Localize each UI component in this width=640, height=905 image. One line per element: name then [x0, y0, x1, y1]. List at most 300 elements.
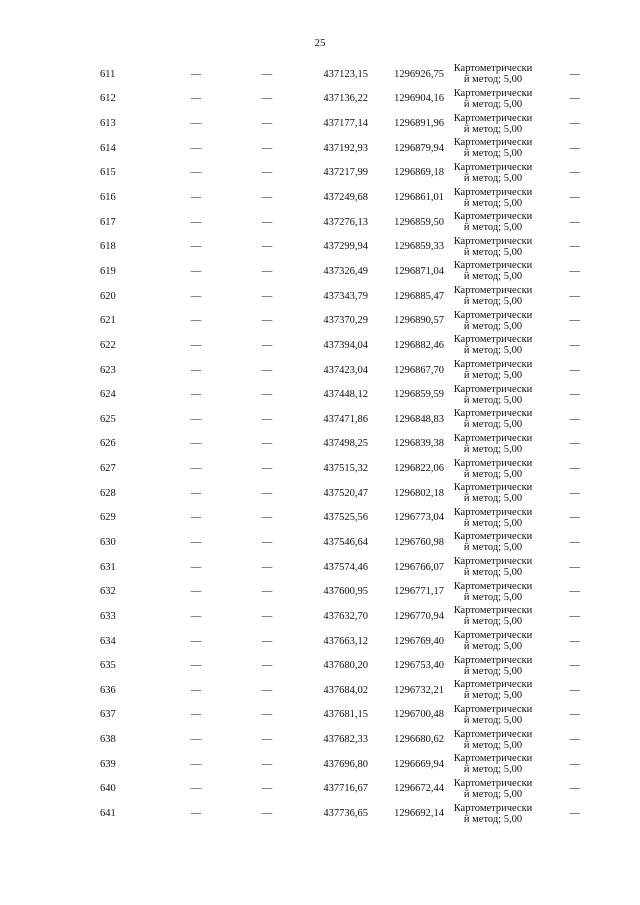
table-row: [100, 481, 580, 506]
table-row: [100, 111, 580, 136]
method-line-2: й метод; 5,00: [463, 197, 523, 209]
method-accuracy: [444, 777, 542, 802]
empty-old-y: —: [261, 389, 273, 401]
table-row: [100, 161, 580, 186]
method-accuracy: [444, 234, 542, 259]
table-row: [100, 506, 580, 531]
coordinate-x: 437525,56: [323, 512, 368, 524]
method-line-2: й метод; 5,00: [463, 419, 523, 431]
point-number: 626: [100, 438, 116, 450]
empty-old-x: —: [190, 93, 202, 105]
method-line-2: й метод; 5,00: [463, 813, 523, 825]
coordinate-x: 437123,15: [323, 68, 368, 80]
empty-description: —: [569, 635, 580, 647]
empty-old-y: —: [261, 216, 273, 228]
empty-old-y: —: [261, 660, 273, 672]
empty-old-y: —: [261, 167, 273, 179]
empty-old-x: —: [190, 315, 202, 327]
method-line-2: й метод; 5,00: [463, 222, 523, 234]
point-number: 617: [100, 216, 116, 228]
method-line-2: й метод; 5,00: [463, 517, 523, 529]
method-line-1: Картометрически: [453, 260, 533, 272]
method-line-1: Картометрически: [453, 87, 533, 99]
empty-description: —: [569, 290, 580, 302]
method-line-1: Картометрически: [453, 359, 533, 370]
empty-description: —: [569, 463, 580, 475]
coordinate-x: 437546,64: [323, 536, 368, 548]
point-number: 613: [100, 118, 116, 130]
coordinate-x: 437736,65: [323, 808, 368, 820]
method-line-2: й метод; 5,00: [463, 493, 523, 505]
empty-description: —: [569, 561, 580, 573]
empty-description: —: [569, 142, 580, 154]
coordinate-x: 437423,04: [323, 364, 368, 376]
empty-old-y: —: [261, 413, 273, 425]
method-accuracy: [444, 382, 542, 407]
method-line-2: й метод; 5,00: [463, 665, 523, 677]
coordinate-y: 1296822,06: [394, 463, 444, 475]
table-row: [100, 284, 580, 309]
empty-description: —: [569, 167, 580, 179]
coordinate-x: 437394,04: [323, 339, 368, 351]
empty-description: —: [569, 783, 580, 795]
point-number: 615: [100, 167, 116, 179]
method-line-2: й метод; 5,00: [463, 443, 523, 455]
table-row: [100, 136, 580, 161]
coordinate-x: 437370,29: [323, 315, 368, 327]
empty-old-y: —: [261, 438, 273, 450]
empty-old-x: —: [190, 265, 202, 277]
coordinate-y: 1296871,04: [394, 265, 444, 277]
method-line-2: й метод; 5,00: [463, 468, 523, 480]
table-row: [100, 456, 580, 481]
coordinate-y: 1296769,40: [394, 635, 444, 647]
coordinate-x: 437217,99: [323, 167, 368, 179]
empty-old-x: —: [190, 142, 202, 154]
table-row: [100, 358, 580, 383]
method-line-2: й метод; 5,00: [463, 641, 523, 653]
coordinate-y: 1296732,21: [394, 684, 444, 696]
coordinate-y: 1296802,18: [394, 487, 444, 499]
table-row: [100, 555, 580, 580]
coordinate-y: 1296882,46: [394, 339, 444, 351]
method-accuracy: [444, 506, 542, 531]
coordinate-y: 1296680,62: [394, 734, 444, 746]
point-number: 618: [100, 241, 116, 253]
empty-old-x: —: [190, 660, 202, 672]
method-line-2: й метод; 5,00: [463, 714, 523, 726]
point-number: 633: [100, 610, 116, 622]
coordinate-x: 437520,47: [323, 487, 368, 499]
empty-old-x: —: [190, 438, 202, 450]
empty-description: —: [569, 192, 580, 204]
empty-description: —: [569, 389, 580, 401]
empty-old-x: —: [190, 561, 202, 573]
method-line-1: Картометрически: [453, 186, 533, 198]
point-number: 621: [100, 315, 116, 327]
method-line-2: й метод; 5,00: [463, 567, 523, 579]
coordinate-y: 1296773,04: [394, 512, 444, 524]
empty-old-y: —: [261, 463, 273, 475]
coordinate-x: 437343,79: [323, 290, 368, 302]
coordinate-x: 437663,12: [323, 635, 368, 647]
coordinate-x: 437574,46: [323, 561, 368, 573]
empty-old-y: —: [261, 783, 273, 795]
coordinate-y: 1296692,14: [394, 808, 444, 820]
empty-old-x: —: [190, 118, 202, 130]
method-accuracy: [444, 579, 542, 604]
method-line-1: Картометрически: [453, 605, 533, 617]
empty-old-x: —: [190, 241, 202, 253]
empty-description: —: [569, 487, 580, 499]
coordinates-table: [100, 62, 580, 826]
table-row: [100, 333, 580, 358]
coordinate-y: 1296760,98: [394, 536, 444, 548]
point-number: 628: [100, 487, 116, 499]
empty-old-x: —: [190, 684, 202, 696]
coordinate-y: 1296848,83: [394, 413, 444, 425]
method-accuracy: [444, 259, 542, 284]
method-line-1: Картометрически: [453, 408, 533, 420]
empty-old-x: —: [190, 68, 202, 80]
empty-old-x: —: [190, 339, 202, 351]
coordinate-y: 1296771,17: [394, 586, 444, 598]
method-accuracy: [444, 629, 542, 654]
empty-description: —: [569, 216, 580, 228]
empty-old-y: —: [261, 758, 273, 770]
table-row: [100, 432, 580, 457]
method-line-1: Картометрически: [453, 137, 533, 149]
coordinate-x: 437681,15: [323, 709, 368, 721]
point-number: 620: [100, 290, 116, 302]
coordinate-y: 1296879,94: [394, 142, 444, 154]
point-number: 634: [100, 635, 116, 647]
coordinate-y: 1296904,16: [394, 93, 444, 105]
method-line-2: й метод; 5,00: [463, 591, 523, 603]
method-accuracy: [444, 62, 542, 87]
method-accuracy: [444, 456, 542, 481]
method-line-1: Картометрически: [453, 334, 533, 346]
table-row: [100, 308, 580, 333]
empty-old-x: —: [190, 808, 202, 820]
coordinate-y: 1296891,96: [394, 118, 444, 130]
empty-old-y: —: [261, 265, 273, 277]
method-accuracy: [444, 432, 542, 457]
empty-old-y: —: [261, 192, 273, 204]
empty-old-x: —: [190, 364, 202, 376]
empty-old-y: —: [261, 808, 273, 820]
table-row: [100, 678, 580, 703]
point-number: 635: [100, 660, 116, 672]
empty-old-y: —: [261, 635, 273, 647]
method-line-2: й метод; 5,00: [463, 788, 523, 800]
point-number: 627: [100, 463, 116, 475]
method-line-1: Картометрически: [453, 161, 533, 173]
empty-description: —: [569, 118, 580, 130]
empty-old-y: —: [261, 142, 273, 154]
method-line-1: Картометрически: [453, 63, 533, 75]
table-row: [100, 259, 580, 284]
point-number: 619: [100, 265, 116, 277]
method-line-1: Картометрически: [453, 235, 533, 247]
point-number: 640: [100, 783, 116, 795]
coordinate-x: 437448,12: [323, 389, 368, 401]
coordinate-x: 437276,13: [323, 216, 368, 228]
coordinate-x: 437471,86: [323, 413, 368, 425]
method-accuracy: [444, 284, 542, 309]
method-line-2: й метод; 5,00: [463, 98, 523, 110]
method-accuracy: [444, 358, 542, 383]
empty-old-y: —: [261, 512, 273, 524]
empty-description: —: [569, 808, 580, 820]
method-line-1: Картометрически: [453, 654, 533, 666]
empty-description: —: [569, 413, 580, 425]
point-number: 638: [100, 734, 116, 746]
coordinate-y: 1296926,75: [394, 68, 444, 80]
empty-old-y: —: [261, 709, 273, 721]
point-number: 631: [100, 561, 116, 573]
method-line-1: Картометрически: [453, 802, 533, 814]
empty-old-x: —: [190, 290, 202, 302]
method-accuracy: [444, 333, 542, 358]
coordinate-y: 1296890,57: [394, 315, 444, 327]
point-number: 630: [100, 536, 116, 548]
coordinate-y: 1296753,40: [394, 660, 444, 672]
method-line-1: Картометрически: [453, 457, 533, 469]
empty-description: —: [569, 610, 580, 622]
coordinate-x: 437299,94: [323, 241, 368, 253]
method-line-1: Картометрически: [453, 777, 533, 789]
coordinate-y: 1296770,94: [394, 610, 444, 622]
coordinate-x: 437696,80: [323, 758, 368, 770]
coordinate-x: 437680,20: [323, 660, 368, 672]
method-accuracy: [444, 136, 542, 161]
empty-description: —: [569, 684, 580, 696]
method-accuracy: [444, 727, 542, 752]
coordinate-x: 437326,49: [323, 265, 368, 277]
method-line-2: й метод; 5,00: [463, 345, 523, 357]
empty-description: —: [569, 709, 580, 721]
method-line-2: й метод; 5,00: [463, 690, 523, 702]
empty-description: —: [569, 536, 580, 548]
method-accuracy: [444, 161, 542, 186]
empty-old-y: —: [261, 684, 273, 696]
page-number: 25: [314, 37, 326, 49]
empty-old-y: —: [261, 315, 273, 327]
coordinate-y: 1296839,38: [394, 438, 444, 450]
table-row: [100, 407, 580, 432]
empty-old-x: —: [190, 487, 202, 499]
point-number: 622: [100, 339, 116, 351]
method-accuracy: [444, 87, 542, 112]
point-number: 637: [100, 709, 116, 721]
empty-description: —: [569, 68, 580, 80]
empty-old-x: —: [190, 734, 202, 746]
coordinate-x: 437600,95: [323, 586, 368, 598]
method-line-1: Картометрически: [453, 482, 533, 494]
empty-old-y: —: [261, 364, 273, 376]
method-line-2: й метод; 5,00: [463, 246, 523, 258]
method-accuracy: [444, 481, 542, 506]
coordinate-y: 1296869,18: [394, 167, 444, 179]
method-line-1: Картометрически: [453, 285, 533, 297]
coordinate-x: 437498,25: [323, 438, 368, 450]
table-row: [100, 703, 580, 728]
table-row: [100, 801, 580, 826]
empty-description: —: [569, 339, 580, 351]
table-row: [100, 752, 580, 777]
empty-description: —: [569, 586, 580, 598]
coordinate-x: 437136,22: [323, 93, 368, 105]
point-number: 632: [100, 586, 116, 598]
coordinate-x: 437192,93: [323, 142, 368, 154]
empty-old-x: —: [190, 536, 202, 548]
coordinate-y: 1296766,07: [394, 561, 444, 573]
empty-old-y: —: [261, 241, 273, 253]
method-line-1: Картометрически: [453, 506, 533, 518]
empty-old-y: —: [261, 561, 273, 573]
point-number: 636: [100, 684, 116, 696]
empty-old-y: —: [261, 339, 273, 351]
method-accuracy: [444, 407, 542, 432]
method-line-1: Картометрически: [453, 679, 533, 691]
method-line-1: Картометрически: [453, 211, 533, 223]
empty-old-x: —: [190, 413, 202, 425]
method-line-2: й метод; 5,00: [463, 542, 523, 554]
method-line-2: й метод; 5,00: [463, 394, 523, 406]
coordinate-y: 1296885,47: [394, 290, 444, 302]
method-accuracy: [444, 185, 542, 210]
coordinate-x: 437684,02: [323, 684, 368, 696]
table-row: [100, 87, 580, 112]
coordinate-x: 437632,70: [323, 610, 368, 622]
method-line-1: Картометрически: [453, 432, 533, 444]
empty-old-x: —: [190, 758, 202, 770]
table-row: [100, 727, 580, 752]
empty-old-x: —: [190, 783, 202, 795]
empty-description: —: [569, 93, 580, 105]
empty-old-y: —: [261, 487, 273, 499]
coordinate-x: 437515,32: [323, 463, 368, 475]
coordinate-y: 1296859,50: [394, 216, 444, 228]
table-row: [100, 62, 580, 87]
coordinate-y: 1296672,44: [394, 783, 444, 795]
empty-old-x: —: [190, 216, 202, 228]
method-accuracy: [444, 555, 542, 580]
coordinate-y: 1296861,01: [394, 192, 444, 204]
empty-old-y: —: [261, 536, 273, 548]
table-row: [100, 653, 580, 678]
empty-old-y: —: [261, 734, 273, 746]
empty-description: —: [569, 438, 580, 450]
method-line-2: й метод; 5,00: [463, 123, 523, 135]
empty-old-x: —: [190, 610, 202, 622]
method-line-2: й метод; 5,00: [463, 370, 523, 381]
table-row: [100, 579, 580, 604]
table-row: [100, 530, 580, 555]
table-row: [100, 382, 580, 407]
method-line-1: Картометрически: [453, 383, 533, 395]
method-line-2: й метод; 5,00: [463, 271, 523, 283]
coordinate-y: 1296669,94: [394, 758, 444, 770]
empty-old-y: —: [261, 93, 273, 105]
table-row: [100, 210, 580, 235]
method-line-2: й метод; 5,00: [463, 296, 523, 308]
empty-old-y: —: [261, 586, 273, 598]
empty-old-x: —: [190, 512, 202, 524]
method-line-2: й метод; 5,00: [463, 74, 523, 86]
method-line-2: й метод; 5,00: [463, 320, 523, 332]
method-line-1: Картометрически: [453, 556, 533, 568]
coordinate-y: 1296859,33: [394, 241, 444, 253]
method-accuracy: [444, 703, 542, 728]
point-number: 623: [100, 364, 116, 376]
empty-old-x: —: [190, 586, 202, 598]
method-line-1: Картометрически: [453, 112, 533, 124]
coordinate-y: 1296867,70: [394, 364, 444, 376]
empty-description: —: [569, 660, 580, 672]
table-row: [100, 777, 580, 802]
point-number: 624: [100, 389, 116, 401]
empty-old-x: —: [190, 192, 202, 204]
point-number: 641: [100, 808, 116, 820]
empty-old-x: —: [190, 635, 202, 647]
method-line-1: Картометрически: [453, 753, 533, 765]
point-number: 614: [100, 142, 116, 154]
method-accuracy: [444, 111, 542, 136]
point-number: 629: [100, 512, 116, 524]
empty-old-x: —: [190, 463, 202, 475]
point-number: 625: [100, 413, 116, 425]
method-line-2: й метод; 5,00: [463, 616, 523, 628]
point-number: 611: [100, 68, 116, 80]
method-line-1: Картометрически: [453, 309, 533, 321]
empty-old-y: —: [261, 290, 273, 302]
table-row: [100, 185, 580, 210]
method-line-1: Картометрически: [453, 531, 533, 543]
empty-description: —: [569, 315, 580, 327]
empty-old-x: —: [190, 709, 202, 721]
empty-description: —: [569, 758, 580, 770]
method-accuracy: [444, 678, 542, 703]
method-line-2: й метод; 5,00: [463, 764, 523, 776]
method-line-2: й метод; 5,00: [463, 172, 523, 184]
method-line-1: Картометрически: [453, 728, 533, 740]
empty-old-x: —: [190, 389, 202, 401]
point-number: 639: [100, 758, 116, 770]
method-line-1: Картометрически: [453, 630, 533, 642]
empty-description: —: [569, 512, 580, 524]
point-number: 616: [100, 192, 116, 204]
coordinate-x: 437249,68: [323, 192, 368, 204]
method-line-1: Картометрически: [453, 703, 533, 715]
empty-old-y: —: [261, 610, 273, 622]
empty-description: —: [569, 734, 580, 746]
method-line-2: й метод; 5,00: [463, 148, 523, 160]
method-line-2: й метод; 5,00: [463, 739, 523, 751]
method-accuracy: [444, 801, 542, 826]
table-row: [100, 234, 580, 259]
coordinate-x: 437177,14: [323, 118, 368, 130]
method-accuracy: [444, 653, 542, 678]
coordinate-y: 1296700,48: [394, 709, 444, 721]
coordinate-y: 1296859,59: [394, 389, 444, 401]
empty-description: —: [569, 265, 580, 277]
method-line-1: Картометрически: [453, 580, 533, 592]
table-row: [100, 629, 580, 654]
empty-old-y: —: [261, 68, 273, 80]
empty-description: —: [569, 364, 580, 376]
